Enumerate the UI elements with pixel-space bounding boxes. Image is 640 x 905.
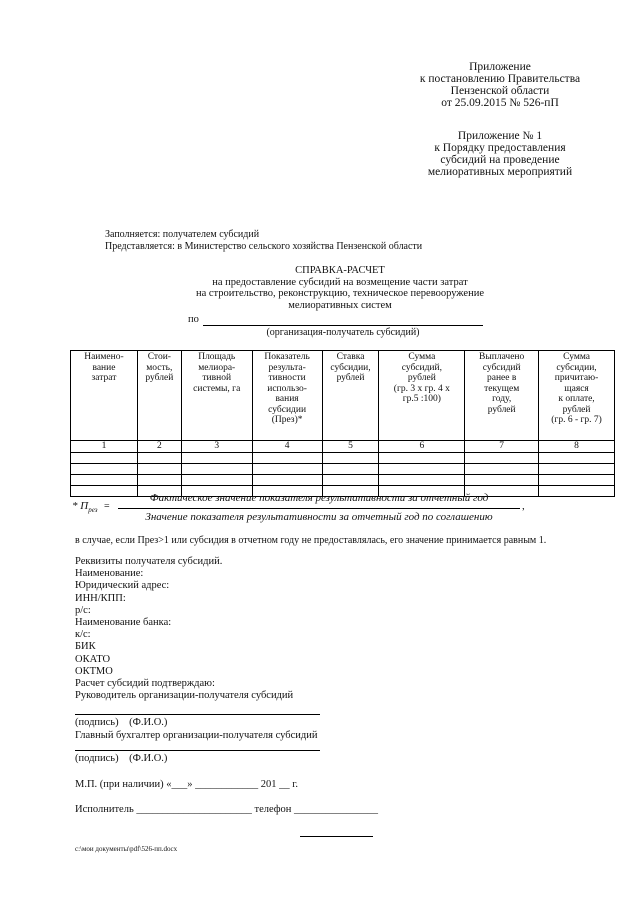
chief-accountant: Главный бухгалтер организации-получателя субсидий xyxy=(75,730,318,741)
formula-comma: , xyxy=(522,500,525,512)
column-number: 3 xyxy=(181,441,252,453)
requisite-line: Реквизиты получателя субсидий. xyxy=(75,556,223,567)
table-cell[interactable] xyxy=(252,474,322,485)
table-cell[interactable] xyxy=(137,474,181,485)
table-cell[interactable] xyxy=(322,474,379,485)
requisite-line: БИК xyxy=(75,641,96,653)
calculation-table xyxy=(70,350,615,497)
mp-line: М.П. (при наличии) «___» ____________ 201 __ г. xyxy=(75,779,299,790)
table-cell[interactable] xyxy=(181,474,252,485)
table-cell[interactable] xyxy=(379,463,465,474)
table-cell[interactable] xyxy=(465,474,539,485)
table-row xyxy=(71,463,615,474)
table-cell[interactable] xyxy=(71,474,138,485)
requisite-line: Юридический адрес: xyxy=(75,580,170,592)
header-cell xyxy=(181,351,252,441)
submitted-to: Представляется: в Министерство сельского хозяйства Пензенской области xyxy=(105,241,423,252)
header-text: Наимено- вание затрат xyxy=(84,352,124,383)
file-path: с:\мои документы\pdf\526-пп.docx xyxy=(75,845,178,853)
requisite-line: ОКАТО xyxy=(75,653,111,665)
appendix-line: Пензенской области xyxy=(450,85,550,97)
table-cell[interactable] xyxy=(181,463,252,474)
formula-sub: рез xyxy=(88,506,98,514)
title-line: на предоставление субсидий на возмещение части затрат xyxy=(212,276,468,288)
table-row xyxy=(71,474,615,485)
executor-line: Исполнитель ______________________ телефон ________________ xyxy=(75,804,379,815)
formula-lhs xyxy=(72,500,110,514)
appendix-line: Приложение xyxy=(469,61,531,73)
table-cell[interactable] xyxy=(181,452,252,463)
header-text: Ставка субсидии, рублей xyxy=(330,352,371,383)
header-cell xyxy=(322,351,379,441)
org-line xyxy=(203,325,483,326)
document-title xyxy=(150,265,530,311)
filled-by: Заполняется: получателем субсидий xyxy=(105,229,260,240)
table-cell[interactable] xyxy=(539,485,615,496)
formula-numerator: Фактическое значение показателя результативности за отчетный год xyxy=(149,492,489,504)
requisite-line: ИНН/КПП: xyxy=(75,592,126,604)
header-text: Стои- мость, рублей xyxy=(145,352,174,383)
table-cell[interactable] xyxy=(379,452,465,463)
fraction-line xyxy=(118,508,520,509)
column-number: 4 xyxy=(252,441,322,453)
signature-line xyxy=(75,750,320,751)
table-cell[interactable] xyxy=(71,463,138,474)
header-text: Выплачено субсидий ранее в текущем году, рублей xyxy=(479,352,525,415)
header-text: Площадь мелиора- тивной системы, га xyxy=(193,352,241,394)
table-cell[interactable] xyxy=(465,463,539,474)
sign-caption: (подпись) (Ф.И.О.) xyxy=(75,717,168,728)
header-text: Сумма субсидий, рублей (гр. 3 х гр. 4 х гр.5 :100) xyxy=(393,352,450,404)
appendix2-line: к Порядку предоставления xyxy=(434,142,566,154)
header-cell xyxy=(465,351,539,441)
title-main: СПРАВКА-РАСЧЕТ xyxy=(295,265,385,276)
table-cell[interactable] xyxy=(252,463,322,474)
org-caption: (организация-получатель субсидий) xyxy=(266,327,420,338)
signature-line xyxy=(75,714,320,715)
table-number-row xyxy=(71,441,615,453)
header-cell xyxy=(379,351,465,441)
column-number: 5 xyxy=(322,441,379,453)
table-cell[interactable] xyxy=(71,452,138,463)
appendix-line: к постановлению Правительства xyxy=(419,73,581,85)
table-cell[interactable] xyxy=(322,463,379,474)
header-cell xyxy=(71,351,138,441)
table-row xyxy=(71,452,615,463)
requisite-line: Руководитель организации-получателя субсидий xyxy=(75,690,294,702)
table-cell[interactable] xyxy=(539,452,615,463)
sign-caption: (подпись) (Ф.И.О.) xyxy=(75,753,168,764)
appendix2-line: Приложение № 1 xyxy=(457,130,543,142)
column-number: 7 xyxy=(465,441,539,453)
header-cell xyxy=(539,351,615,441)
header-text: Сумма субсидии, причитаю- щаяся к оплате, рублей (гр. 6 - гр. 7) xyxy=(551,352,602,425)
header-cell xyxy=(252,351,322,441)
requisite-line: р/с: xyxy=(75,604,91,616)
appendix2-line: субсидий на проведение xyxy=(440,154,560,166)
requisite-line: Наименование банка: xyxy=(75,617,172,629)
table-cell[interactable] xyxy=(322,452,379,463)
table-cell[interactable] xyxy=(379,474,465,485)
table-header-row xyxy=(71,351,615,441)
table-cell[interactable] xyxy=(252,452,322,463)
note-text: в случае, если През>1 или субсидия в отчетном году не предоставлялась, его значение принимается равным 1. xyxy=(75,535,547,546)
formula-prefix: * П xyxy=(72,500,89,512)
table-cell[interactable] xyxy=(137,452,181,463)
appendix2-line: мелиоративных мероприятий xyxy=(427,166,573,178)
formula-denominator: Значение показателя результативности за отчетный год по соглашению xyxy=(145,511,493,523)
requisite-line: ОКТМО xyxy=(75,665,113,677)
po-label: по xyxy=(188,314,199,325)
header-text: Показатель результа- тивности использо- вания субсидии (През)* xyxy=(264,352,310,425)
title-line: мелиоративных систем xyxy=(288,299,392,311)
table-cell[interactable] xyxy=(539,474,615,485)
header-cell xyxy=(137,351,181,441)
requisite-line: Расчет субсидий подтверждаю: xyxy=(75,678,215,690)
table-cell[interactable] xyxy=(539,463,615,474)
column-number: 2 xyxy=(137,441,181,453)
table-cell[interactable] xyxy=(465,452,539,463)
appendix2-header xyxy=(370,130,630,178)
appendix-line: от 25.09.2015 № 526-пП xyxy=(441,97,559,109)
footer-line xyxy=(300,836,373,837)
column-number: 8 xyxy=(539,441,615,453)
column-number: 1 xyxy=(71,441,138,453)
title-line: на строительство, реконструкцию, техническое перевооружение xyxy=(195,288,484,299)
formula-eq: = xyxy=(103,501,110,512)
appendix-header xyxy=(370,61,630,109)
requisite-line: к/с: xyxy=(75,629,91,641)
requisite-line: Наименование: xyxy=(75,568,144,580)
requisites-block xyxy=(75,556,293,702)
table-cell[interactable] xyxy=(137,463,181,474)
column-number: 6 xyxy=(379,441,465,453)
